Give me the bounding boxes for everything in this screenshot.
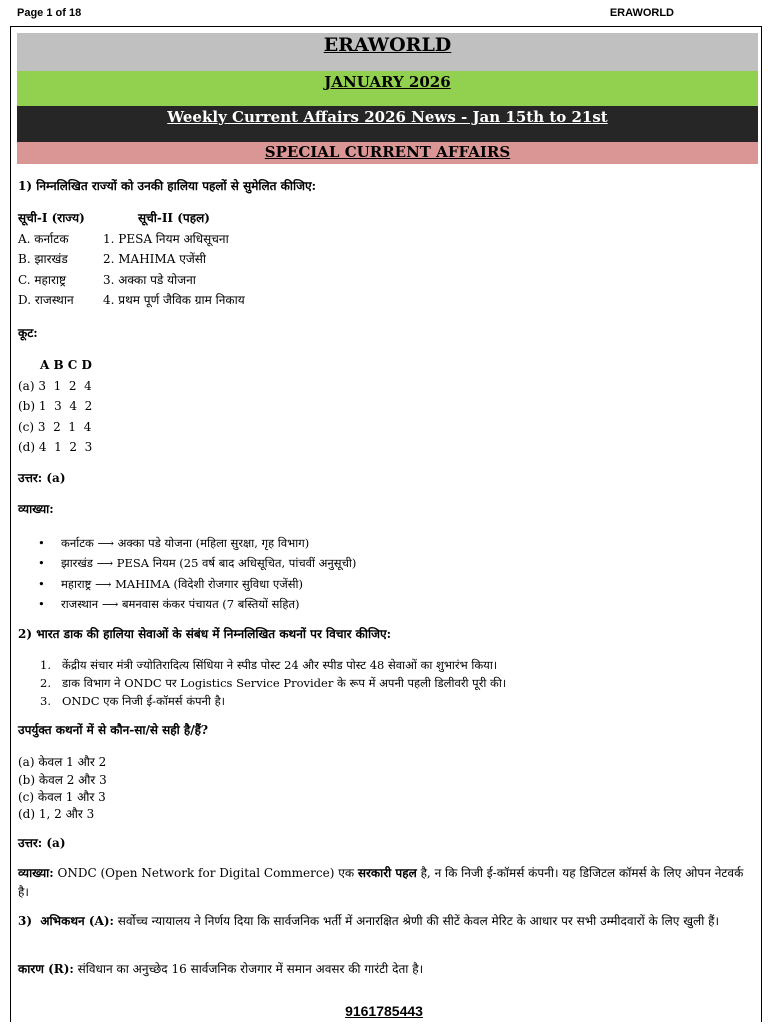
row-right: 2. MAHIMA एजेंसी: [103, 252, 206, 266]
statement-text: ONDC एक निजी ई-कॉमर्स कंपनी है।: [62, 694, 226, 708]
q2-statement: [40, 657, 497, 673]
section-band: [17, 142, 758, 164]
statement-number: 2.: [40, 676, 51, 690]
q2-option-a: (a) केवल 1 और 2: [18, 755, 107, 769]
q2-explain-part-b: है, न कि निजी ई-कॉमर्स कंपनी। यह डिजिटल कॉमर्स के लिए ओपन नेटवर्क है।: [18, 866, 744, 899]
q1-code-label: कूट:: [18, 326, 38, 340]
bullet-text: राजस्थान ⟶ बमनवास कंकर पंचायत (7 बस्तियों सहित): [61, 597, 300, 611]
q2-statement: [40, 693, 225, 709]
footer-phone: 9161785443: [345, 1003, 423, 1019]
month-band: [17, 71, 758, 106]
assertion-text: सर्वोच्च न्यायालय ने निर्णय दिया कि सार्वजनिक भर्ती में अनारक्षित श्रेणी की सीटें केवल मेरिट के आधार पर सभी उम्मीदवारों के लिए खुली हैं।: [113, 914, 720, 928]
q2-option-c: (c) केवल 1 और 3: [18, 790, 106, 804]
bullet-item: [38, 555, 356, 571]
q1-answer: उत्तर: (a): [18, 471, 66, 485]
q2-statement: [40, 675, 506, 691]
month-title: JANUARY 2026: [324, 73, 451, 91]
row-left: D. राजस्थान: [18, 293, 74, 307]
list1-head: सूची-I (राज्य): [18, 211, 85, 225]
statement-text: केंद्रीय संचार मंत्री ज्योतिरादित्य सिंधिया ने स्पीड पोस्ट 24 और स्पीड पोस्ट 48 सेवाओं का शुभारंभ किया।: [62, 658, 498, 672]
q1-option-b: (b) 1 3 4 2: [18, 399, 93, 413]
bullet-item: [38, 576, 303, 592]
row-left: A. कर्नाटक: [18, 232, 69, 246]
q2-explanation: [18, 864, 754, 902]
q3-assertion: [18, 912, 754, 931]
assertion-label: अभिकथन (A):: [40, 914, 114, 928]
list2-head: सूची-II (पहल): [138, 211, 210, 225]
q3-reason: [18, 960, 754, 979]
q2-answer: उत्तर: (a): [18, 836, 66, 850]
bullet-text: महाराष्ट्र ⟶ MAHIMA (विदेशी रोजगार सुविधा एजेंसी): [61, 577, 303, 591]
row-left: B. झारखंड: [18, 252, 68, 266]
q1-option-a: (a) 3 1 2 4: [18, 379, 92, 393]
reason-text: संविधान का अनुच्छेद 16 सार्वजनिक रोजगार में समान अवसर की गारंटी देता है।: [73, 962, 424, 976]
bullet-text: कर्नाटक ⟶ अक्का पडे योजना (महिला सुरक्षा, गृह विभाग): [61, 536, 310, 550]
q2-explain-label: व्याख्या:: [18, 866, 54, 880]
q1-option-d: (d) 4 1 2 3: [18, 440, 93, 454]
q3-number: 3): [18, 914, 41, 928]
q2-option-b: (b) केवल 2 और 3: [18, 773, 107, 787]
q1-option-c: (c) 3 2 1 4: [18, 420, 92, 434]
q2-question: 2) भारत डाक की हालिया सेवाओं के संबंध में निम्नलिखित कथनों पर विचार कीजिए:: [18, 627, 392, 641]
weekly-title: Weekly Current Affairs 2026 News - Jan 15th to 21st: [167, 108, 608, 126]
weekly-band: [17, 106, 758, 142]
title-band: [17, 33, 758, 71]
statement-number: 3.: [40, 694, 51, 708]
section-title: SPECIAL CURRENT AFFAIRS: [264, 143, 511, 161]
q1-explain-label: व्याख्या:: [18, 502, 54, 516]
bullet-item: [38, 596, 300, 612]
q2-ask: उपर्युक्त कथनों में से कौन-सा/से सही है/हैं?: [18, 723, 209, 737]
page-header: [17, 6, 674, 22]
q2-explain-part-a: ONDC (Open Network for Digital Commerce) एक: [53, 866, 358, 880]
q2-explain-bold: सरकारी पहल: [357, 866, 417, 880]
reason-label: कारण (R):: [18, 962, 74, 976]
q1-question: 1) निम्नलिखित राज्यों को उनकी हालिया पहलों से सुमेलित कीजिए:: [18, 179, 317, 193]
row-right: 4. प्रथम पूर्ण जैविक ग्राम निकाय: [103, 293, 245, 307]
statement-number: 1.: [40, 658, 51, 672]
q1-code-head: A B C D: [40, 358, 92, 372]
doc-title: ERAWORLD: [323, 34, 452, 56]
row-right: 1. PESA नियम अधिसूचना: [103, 232, 229, 246]
row-right: 3. अक्का पडे योजना: [103, 273, 196, 287]
q2-option-d: (d) 1, 2 और 3: [18, 807, 95, 821]
row-left: C. महाराष्ट्र: [18, 273, 67, 287]
page-footer: [0, 1003, 768, 1019]
bullet-text: झारखंड ⟶ PESA नियम (25 वर्ष बाद अधिसूचित, पांचवीं अनुसूची): [61, 556, 357, 570]
bullet-item: [38, 535, 309, 551]
statement-text: डाक विभाग ने ONDC पर Logistics Service Provider के रूप में अपनी पहली डिलीवरी पूरी की।: [62, 676, 507, 690]
page-number: Page 1 of 18: [17, 7, 82, 19]
header-brand: ERAWORLD: [609, 7, 674, 19]
